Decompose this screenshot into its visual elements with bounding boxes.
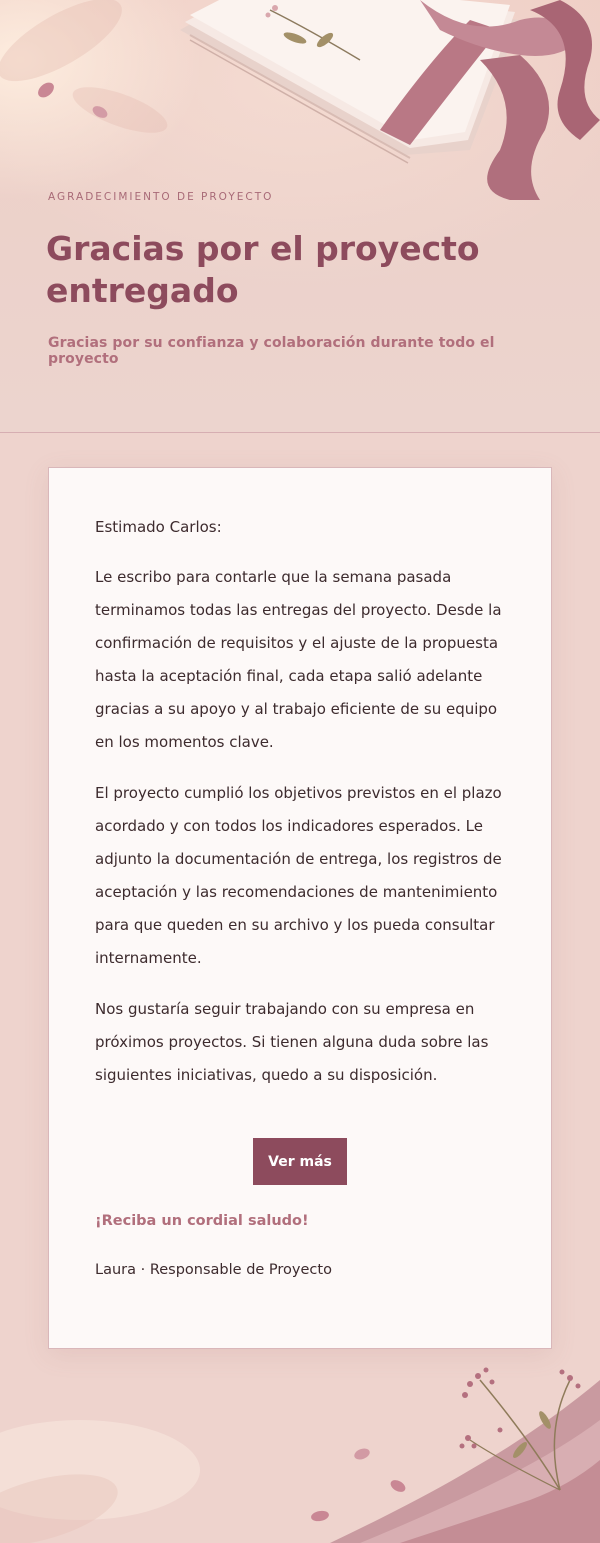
letter-paragraph: El proyecto cumplió los objetivos previstos en el plazo acordado y con todos los indicadores esperados. Le adjunto la documentación de entrega, los registros de aceptación y las recomendaciones de mantenimiento para que queden en su archivo y los pueda consultar internamente. [95,784,502,967]
hero-banner [0,0,600,432]
page-subtitle: Gracias por su confianza y colaboración durante todo el proyecto [48,335,495,367]
letter-card [48,467,552,1349]
letter-greeting: Estimado Carlos: [95,518,222,536]
see-more-button[interactable]: Ver más [253,1138,347,1185]
letter-paragraph: Nos gustaría seguir trabajando con su empresa en próximos proyectos. Si tienen alguna duda sobre las siguientes iniciativas, quedo a su disposición. [95,1000,489,1084]
page-title: Gracias por el proyecto entregado [46,229,480,310]
hero-divider [0,432,600,433]
letter-signature: Laura · Responsable de Proyecto [95,1262,332,1278]
letter-paragraph: Le escribo para contarle que la semana pasada terminamos todas las entregas del proyecto. Desde la confirmación de requisitos y el ajuste de la propuesta hasta la aceptación final, cada etapa salió adelante gracias a su apoyo y al trabajo eficiente de su equipo en los momentos clave. [95,568,502,751]
eyebrow-label: AGRADECIMIENTO DE PROYECTO [48,191,274,203]
dried-flowers-illustration [0,1350,600,1543]
letter-closing: ¡Reciba un cordial saludo! [95,1213,309,1229]
book-ribbon-illustration [0,0,600,200]
footer-illustration [0,1350,600,1543]
